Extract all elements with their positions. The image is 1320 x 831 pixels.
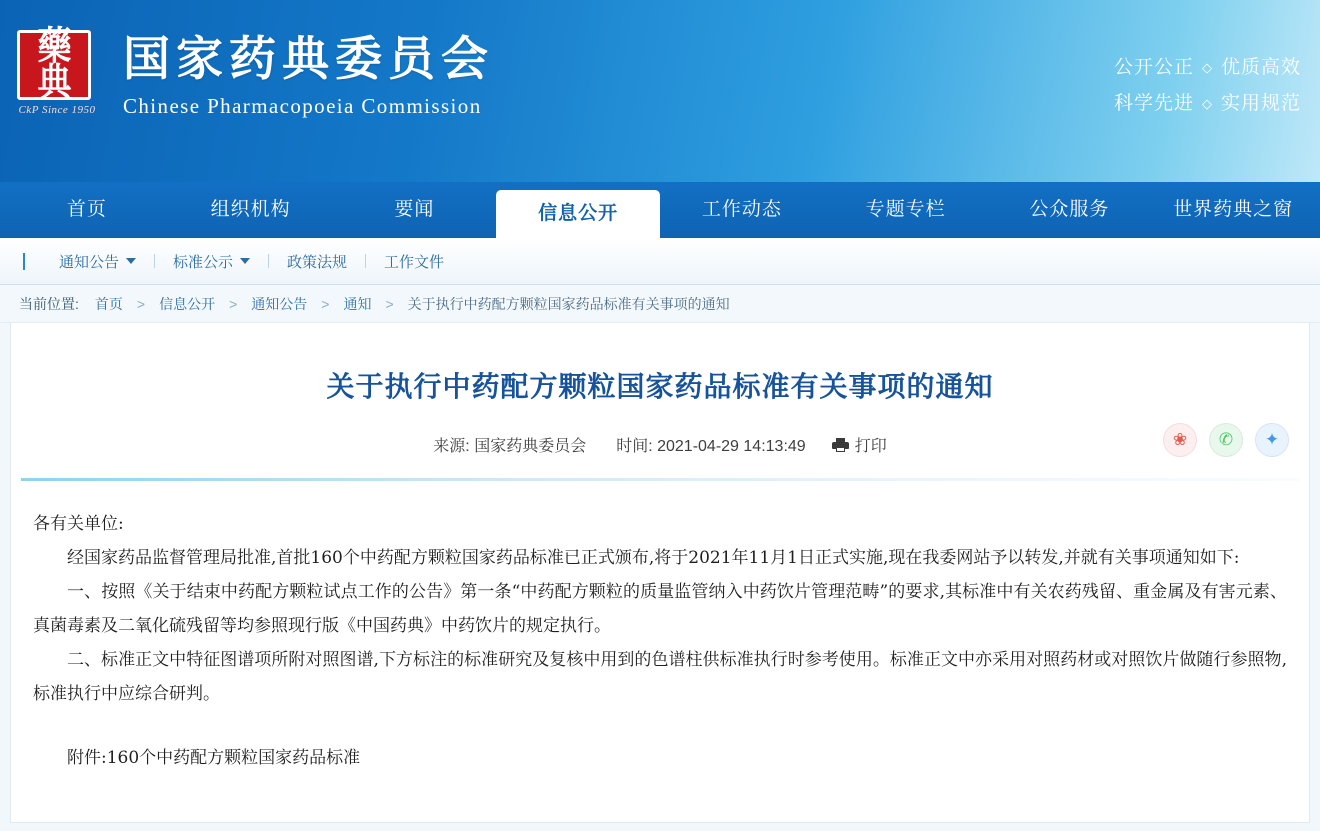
sub-nav <box>0 238 1320 285</box>
share-qzone-icon[interactable]: ✦ <box>1255 423 1289 457</box>
nav-item-information-disclosure[interactable]: 信息公开 <box>496 190 660 238</box>
print-button[interactable] <box>832 433 887 456</box>
printer-icon <box>832 438 849 452</box>
article-paragraph: 一、按照《关于结束中药配方颗粒试点工作的公告》第一条“中药配方颗粒的质量监管纳入中药饮片管理范畴”的要求,其标准中有关农药残留、重金属及有害元素、真菌毒素及二氧化硫残留等均参照现行版《中国药典》中药饮片的规定执行。 <box>33 582 1287 636</box>
subnav-item-notices[interactable] <box>41 251 154 272</box>
chevron-down-icon <box>126 258 136 264</box>
breadcrumb-bar <box>0 285 1320 323</box>
print-button-label: 打印 <box>854 438 887 455</box>
share-wechat-icon[interactable]: ✆ <box>1209 423 1243 457</box>
nav-item-home[interactable]: 首页 <box>66 199 107 220</box>
logo-mark <box>17 23 107 122</box>
article-source-label: 来源: <box>433 438 470 455</box>
subnav-item-notices-label: 通知公告 <box>59 253 120 271</box>
article-time-label: 时间: <box>616 438 653 455</box>
nav-item-special-columns[interactable]: 专题专栏 <box>865 199 946 220</box>
article-meta <box>11 433 1309 456</box>
article-time <box>616 433 805 456</box>
slogan-2a: 科学先进 <box>1113 93 1194 115</box>
site-header <box>0 0 1320 182</box>
chevron-down-icon <box>240 258 250 264</box>
slogan-2b: 实用规范 <box>1220 93 1301 115</box>
content-wrap <box>5 323 1315 823</box>
breadcrumb-item-notice[interactable]: 通知 <box>343 296 372 312</box>
article-paragraph: 二、标准正文中特征图谱项所附对照图谱,下方标注的标准研究及复核中用到的色谱柱供标准执行时参考使用。标准正文中亦采用对照药材或对照饮片做随行参照物,标准执行中应综合研判。 <box>33 650 1287 704</box>
main-nav <box>0 182 1320 238</box>
article-source-value: 国家药典委员会 <box>474 438 587 455</box>
nav-item-news[interactable]: 要闻 <box>394 199 435 220</box>
logo-text <box>123 30 494 119</box>
article-source <box>433 433 586 456</box>
breadcrumb-current: 关于执行中药配方颗粒国家药品标准有关事项的通知 <box>407 296 730 312</box>
logo-caption: CkP Since 1950 <box>18 104 96 116</box>
article-body <box>11 481 1309 775</box>
page-title: 关于执行中药配方颗粒国家药品标准有关事项的通知 <box>326 371 994 402</box>
slogan-1b: 优质高效 <box>1220 57 1301 79</box>
share-weibo-icon[interactable]: ❀ <box>1163 423 1197 457</box>
site-logo[interactable] <box>17 23 494 122</box>
breadcrumb-separator: > <box>321 296 330 312</box>
breadcrumb-item-information-disclosure[interactable]: 信息公开 <box>159 296 216 312</box>
site-title-cn: 国家药典委员会 <box>123 32 494 87</box>
nav-item-organization[interactable]: 组织机构 <box>210 199 291 220</box>
subnav-item-standards-publicity[interactable] <box>155 251 268 272</box>
slogan-line-1 <box>1114 50 1301 86</box>
breadcrumb-separator: > <box>385 296 394 312</box>
slogan-line-2 <box>1114 86 1301 122</box>
subnav-item-work-documents[interactable]: 工作文件 <box>384 253 445 271</box>
breadcrumb-item-notices[interactable]: 通知公告 <box>251 296 308 312</box>
article-paragraph: 经国家药品监督管理局批准,首批160个中药配方颗粒国家药品标准已正式颁布,将于2021年11月1日正式实施,现在我委网站予以转发,并就有关事项通知如下: <box>67 548 1240 568</box>
nav-item-work-updates[interactable]: 工作动态 <box>701 199 782 220</box>
article-paragraph: 各有关单位: <box>33 514 124 534</box>
seal-text: 藥典 <box>37 23 71 107</box>
site-title-en: Chinese Pharmacopoeia Commission <box>123 94 482 118</box>
pharmacopoeia-seal-icon <box>17 23 91 107</box>
breadcrumb-separator: > <box>136 296 146 312</box>
breadcrumb-separator: > <box>229 296 238 312</box>
subnav-item-policies[interactable]: 政策法规 <box>287 253 348 271</box>
subnav-accent-bar <box>23 253 25 270</box>
nav-item-world-pharmacopoeia[interactable]: 世界药典之窗 <box>1173 199 1294 220</box>
article-time-value: 2021-04-29 14:13:49 <box>657 438 806 455</box>
site-slogan <box>1114 50 1301 122</box>
article <box>10 323 1310 823</box>
breadcrumb-label: 当前位置: <box>19 296 79 312</box>
slogan-1a: 公开公正 <box>1113 57 1194 79</box>
subnav-item-standards-label: 标准公示 <box>173 253 234 271</box>
share-buttons <box>1163 423 1289 457</box>
diamond-icon: ◇ <box>1201 60 1213 75</box>
breadcrumb-item-home[interactable]: 首页 <box>94 296 123 312</box>
article-attachment[interactable]: 附件:160个中药配方颗粒国家药品标准 <box>67 748 361 768</box>
breadcrumb <box>5 285 1315 323</box>
diamond-icon: ◇ <box>1201 96 1213 112</box>
nav-item-public-services[interactable]: 公众服务 <box>1029 199 1110 220</box>
